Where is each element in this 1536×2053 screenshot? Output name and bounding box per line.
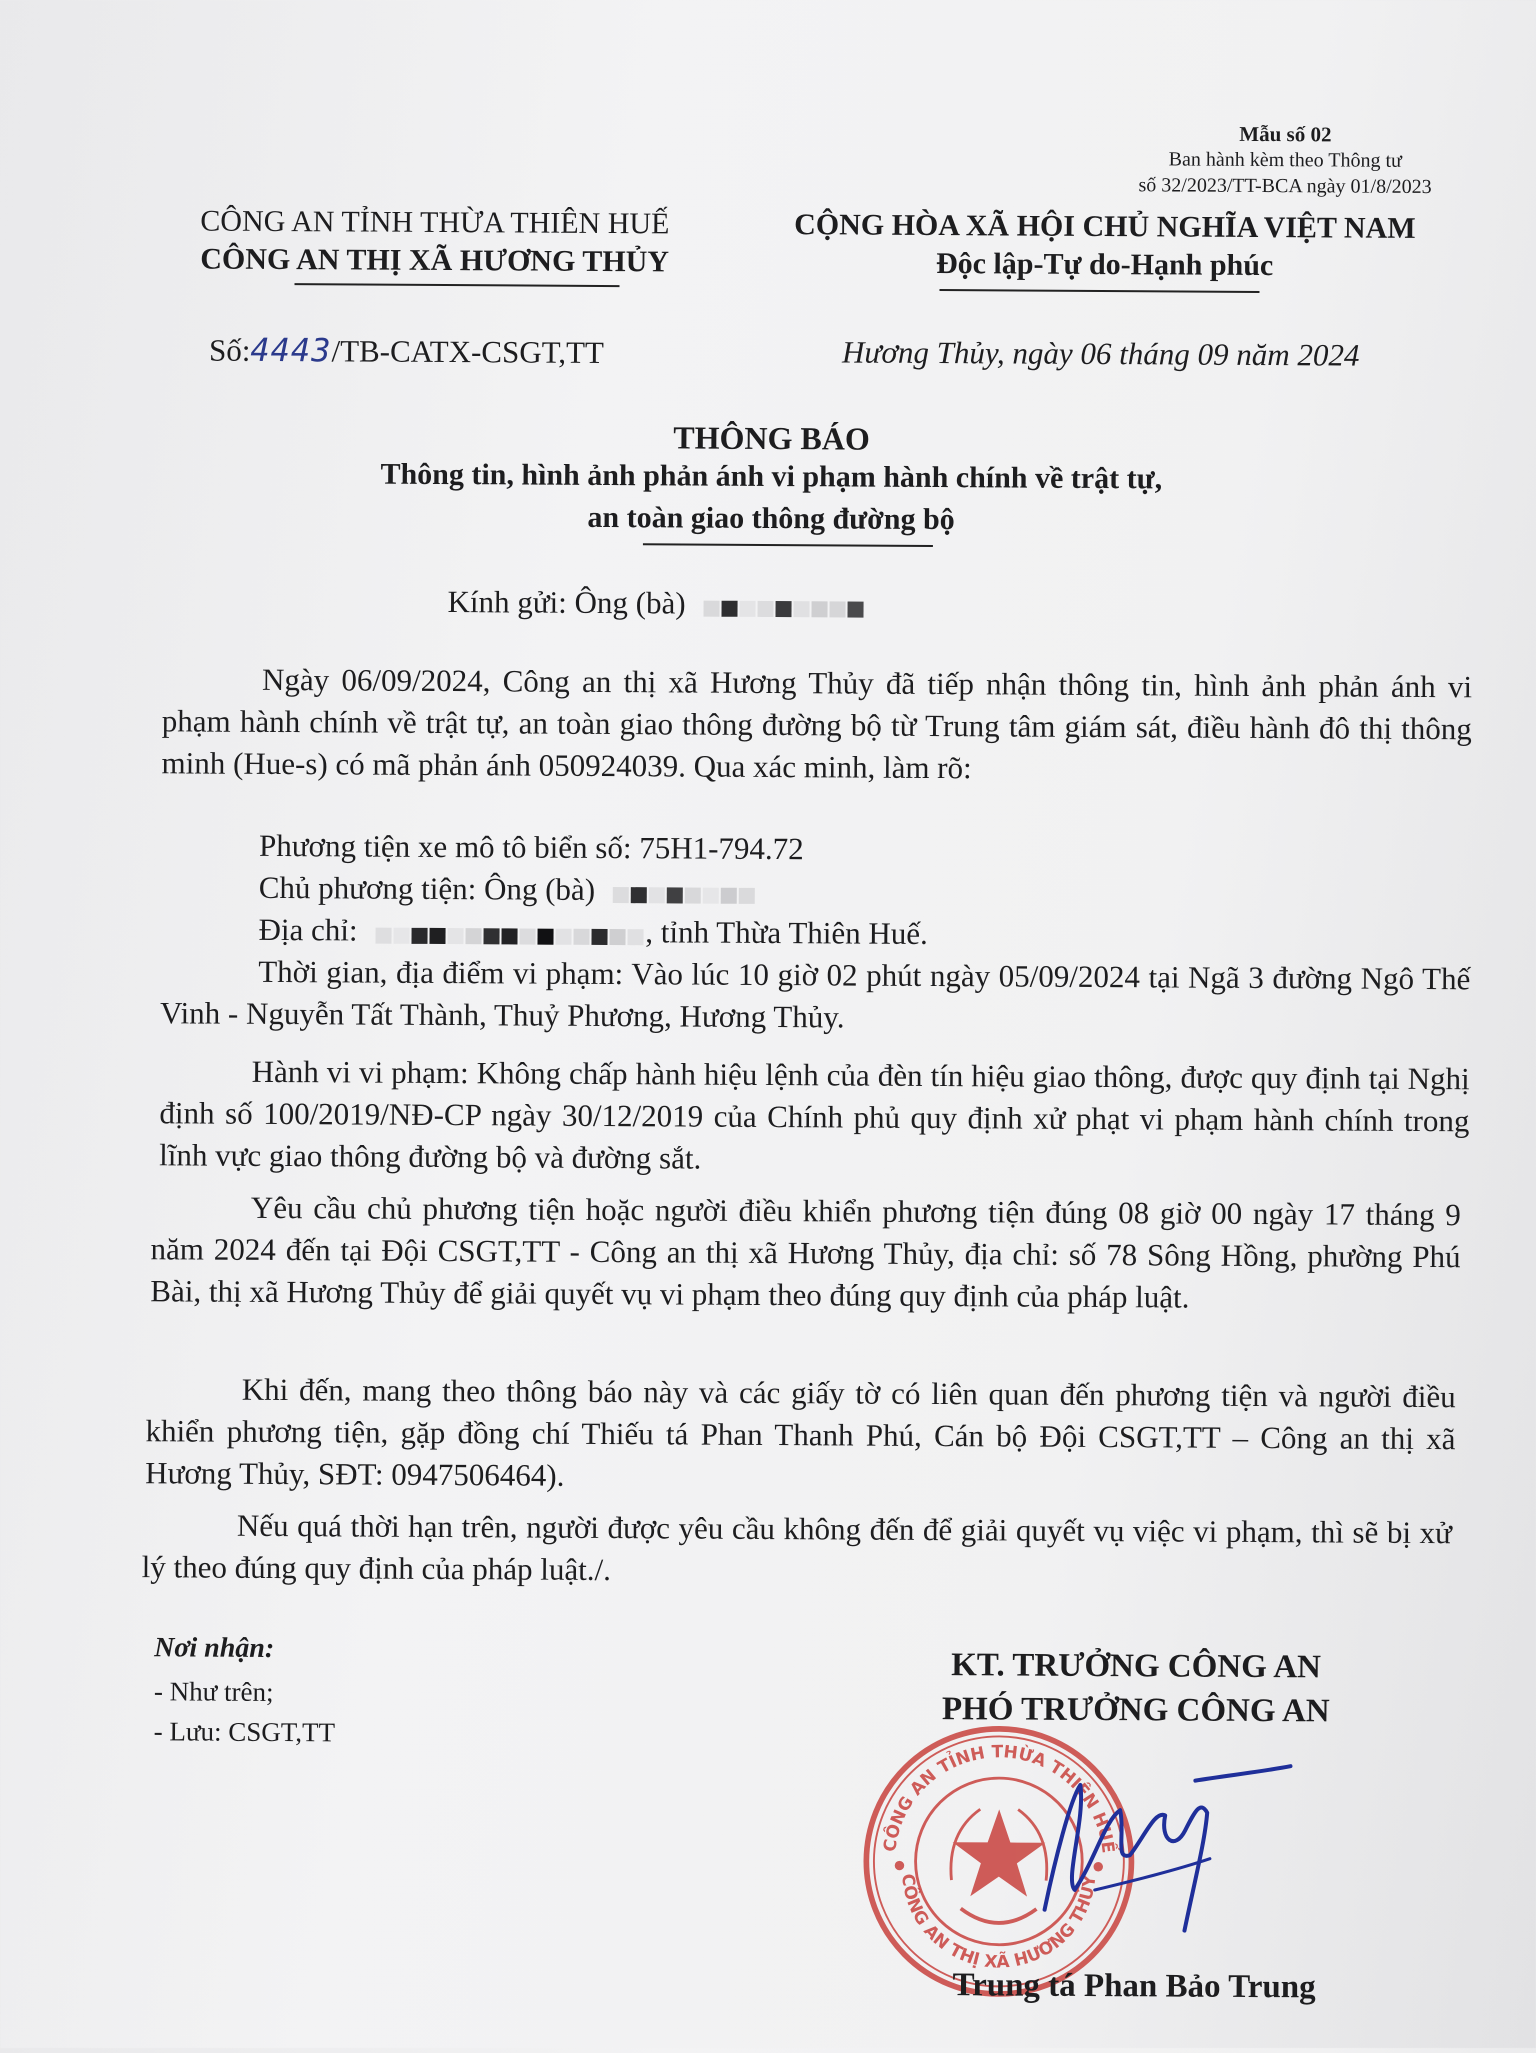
form-circular-line: số 32/2023/TT-BCA ngày 01/8/2023 xyxy=(1138,174,1432,199)
redacted-address xyxy=(375,912,645,956)
form-reference xyxy=(1065,120,1505,201)
owner-label: Chủ phương tiện: Ông (bà) xyxy=(258,869,596,907)
place-date: Hương Thủy, ngày 06 tháng 09 năm 2024 xyxy=(841,334,1360,373)
document-number xyxy=(209,331,604,371)
republic-name: CỘNG HÒA XÃ HỘI CHỦ NGHĨA VIỆT NAM xyxy=(794,208,1416,245)
agency-parent: CÔNG AN TỈNH THỪA THIÊN HUẾ xyxy=(200,204,670,241)
overdue-warning: Nếu quá thời hạn trên, người được yêu cầu không đến để giải quyết vụ việc vi phạm, thì sẽ bị xử lý theo đúng quy định của pháp luật./. xyxy=(141,1507,1453,1588)
motto-underline xyxy=(939,289,1259,293)
notice-title: THÔNG BÁO xyxy=(673,419,870,457)
signer-name: Trung tá Phan Bảo Trung xyxy=(952,1967,1316,2006)
handwritten-signature xyxy=(1034,1740,1295,1942)
doc-no-handwritten: 4443 xyxy=(250,330,332,370)
doc-no-prefix: Số: xyxy=(208,332,251,368)
signature-title-2: PHÓ TRƯỞNG CÔNG AN xyxy=(941,1691,1330,1730)
time-place: Thời gian, địa điểm vi phạm: Vào lúc 10 giờ 02 phút ngày 05/09/2024 tại Ngã 3 đường Ngô Thế Vinh - Nguyễn Tất Thành, Thuỷ Phương, Hương Thủy. xyxy=(159,953,1471,1035)
redacted-name xyxy=(703,588,865,625)
agency-block xyxy=(155,202,715,281)
violation: Hành vi vi phạm: Không chấp hành hiệu lệnh của đèn tín hiệu giao thông, được quy định tại Nghị định số 100/2019/NĐ-CP ngày 30/12/2019 của Chính phủ quy định xử phạt vi phạm hành chính trong lĩnh vực giao thông đường bộ và đường sắt. xyxy=(159,1053,1470,1176)
agency-underline xyxy=(295,283,620,287)
redacted-owner xyxy=(613,872,757,915)
greeting-text: Kính gửi: Ông (bà) xyxy=(447,584,686,621)
recipients-title: Nơi nhận: xyxy=(154,1632,275,1664)
republic-block xyxy=(745,206,1465,286)
greeting xyxy=(447,584,865,625)
notice-subtitle-line2: an toàn giao thông đường bộ xyxy=(587,500,955,537)
doc-no-suffix: /TB-CATX-CSGT,TT xyxy=(331,333,605,370)
address-province: , tỉnh Thừa Thiên Huế. xyxy=(645,914,928,951)
form-number: Mẫu số 02 xyxy=(1239,121,1332,147)
signature-title-1: KT. TRƯỞNG CÔNG AN xyxy=(951,1647,1322,1686)
bring-documents: Khi đến, mang theo thông báo này và các giấy tờ có liên quan đến phương tiện và người điều khiển phương tiện, gặp đồng chí Thiếu tá Phan Thanh Phú, Cán bộ Đội CSGT,TT – Công an thị xã Hương Thủy, SĐT: 0947506464). xyxy=(145,1371,1456,1493)
recipients-line-1: - Như trên; xyxy=(153,1676,274,1707)
seal-text-bottom: CÔNG AN THỊ XÃ HƯƠNG THỦY xyxy=(897,1872,1101,1973)
notice-subtitle-line1: Thông tin, hình ảnh phản ánh vi phạm hành chính về trật tự, xyxy=(380,457,1163,496)
request: Yêu cầu chủ phương tiện hoặc người điều khiển phương tiện đúng 08 giờ 00 ngày 17 tháng 9 năm 2024 đến tại Đội CSGT,TT - Công an thị xã Hương Thủy, địa chỉ: số 78 Sông Hồng, phường Phú Bài, thị xã Hương Thủy để giải quyết vụ vi phạm theo đúng quy định của pháp luật. xyxy=(150,1189,1461,1315)
vehicle-owner xyxy=(259,867,757,915)
recipients-line-2: - Lưu: CSGT,TT xyxy=(153,1716,336,1748)
title-underline xyxy=(643,543,933,547)
vehicle-plate: Phương tiện xe mô tô biển số: 75H1-794.72 xyxy=(258,827,804,867)
address-label: Địa chỉ: xyxy=(258,911,358,948)
paragraph-received: Ngày 06/09/2024, Công an thị xã Hương Thủy đã tiếp nhận thông tin, hình ảnh phản ánh vi phạm hành chính về trật tự, an toàn giao thông đường bộ từ Trung tâm giám sát, điều hành đô thị thông minh (Hue-s) có mã phản ánh 050924039. Qua xác minh, làm rõ: xyxy=(161,661,1473,786)
form-issued-line: Ban hành kèm theo Thông tư xyxy=(1168,148,1402,172)
seal-text-top: CÔNG AN TỈNH THỪA THIÊN HUẾ xyxy=(880,1742,1118,1855)
agency-name: CÔNG AN THỊ XÃ HƯƠNG THỦY xyxy=(200,242,670,279)
national-motto: Độc lập-Tự do-Hạnh phúc xyxy=(935,247,1274,283)
